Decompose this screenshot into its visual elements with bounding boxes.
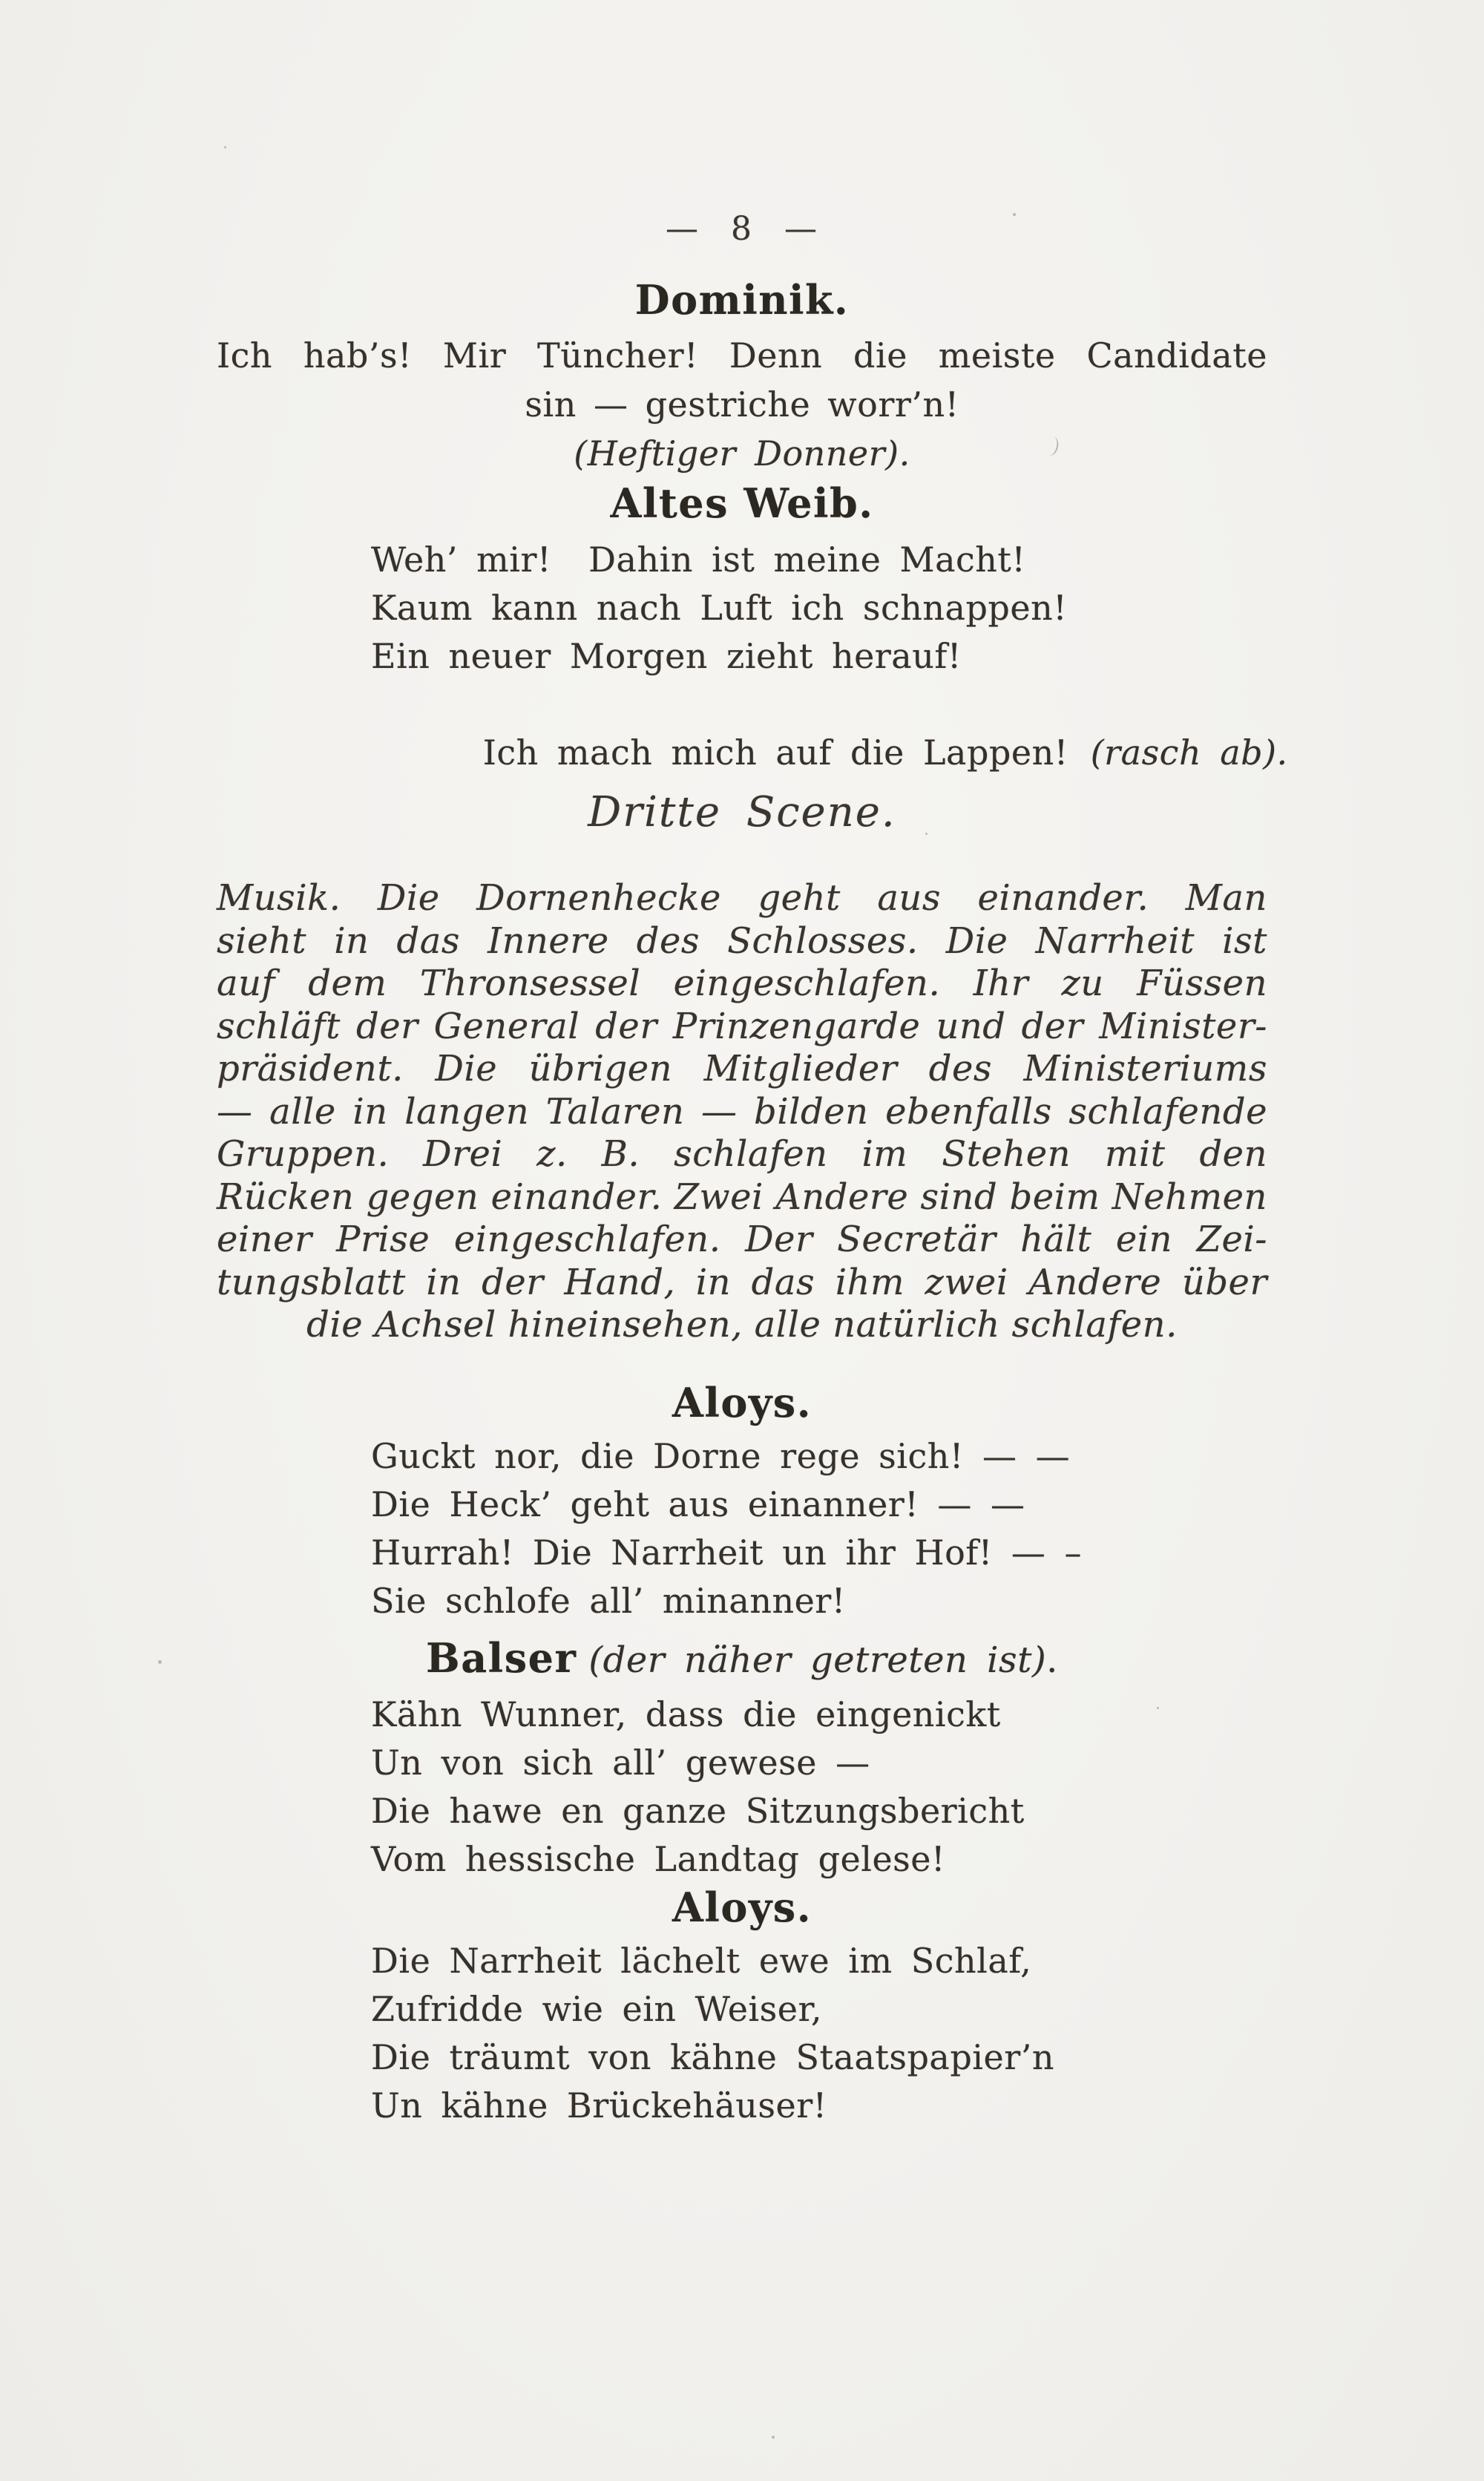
stage-direction-line: präsident. Die übrigen Mitglieder des Ministeriums (217, 1048, 1267, 1089)
speaker-heading-balser (0, 1634, 1484, 1682)
balser-verse (371, 1691, 1336, 1884)
balser-stage-direction: (der näher getreten ist) (588, 1639, 1047, 1681)
scan-speck (772, 2436, 775, 2439)
verse-line: Un kähne Brückehäuser! (371, 2085, 827, 2126)
verse-line: Kaum kann nach Luft ich schnappen! (371, 588, 1068, 628)
stage-direction-line: tungsblatt in der Hand, in das ihm zwei Andere über (217, 1261, 1267, 1303)
stage-direction-line: Musik. Die Dornenhecke geht aus einander. Man (217, 877, 1267, 919)
altes-weib-verse (371, 536, 1336, 825)
stage-directions-paragraph (217, 877, 1267, 1347)
stage-direction-line: einer Prise eingeschlafen. Der Secretär hält ein Zei- (217, 1219, 1267, 1260)
scan-speck (1157, 1707, 1159, 1709)
scan-speck (158, 1660, 162, 1664)
page-number: — 8 — (666, 210, 818, 248)
stage-direction-line: Gruppen. Drei z. B. schlafen im Stehen mit den (217, 1133, 1267, 1175)
aloys-first-verse (371, 1432, 1336, 1625)
verse-line: Guckt nor, die Dorne rege sich! — — (371, 1436, 1071, 1476)
verse-line: Ein neuer Morgen zieht herauf! (371, 636, 962, 676)
stage-direction-line: — alle in langen Talaren — bilden ebenfalls schlafende (217, 1090, 1267, 1133)
verse-line: Die Narrheit lächelt ewe im Schlaf, (371, 1941, 1032, 1981)
verse-line: Zufridde wie ein Weiser, (371, 1989, 823, 2029)
verse-line: Hurrah! Die Narrheit un ihr Hof! — – (371, 1533, 1083, 1573)
verse-line: Vom hessische Landtag gelese! (371, 1839, 945, 1879)
scan-speck (224, 146, 226, 148)
scene-heading: Dritte Scene. (588, 788, 896, 836)
aloys-second-verse (371, 1937, 1336, 2130)
verse-line: Un von sich all’ gewese — (371, 1743, 870, 1783)
stage-direction-line: schläft der General der Prinzengarde und der Minister- (217, 1005, 1267, 1047)
stage-direction-line: auf dem Thronsessel eingeschlafen. Ihr zu Füssen (217, 963, 1267, 1004)
dominik-speech-line-1: Ich hab’s! Mir Tüncher! Denn die meiste Candidate (217, 335, 1267, 376)
speaker-heading-aloys-2: Aloys. (672, 1884, 812, 1931)
verse-line: Die hawe en ganze Sitzungsbericht (371, 1791, 1025, 1831)
verse-line-text: Ich mach mich auf die Lappen! (482, 732, 1068, 773)
stage-direction-last-line: die Achsel hineinsehen, alle natürlich schlafen. (306, 1304, 1178, 1346)
scan-speck (1013, 213, 1016, 216)
balser-name: Balser (426, 1634, 577, 1682)
speaker-heading-aloys-1: Aloys. (672, 1379, 812, 1426)
verse-line: Weh’ mir! Dahin ist meine Macht! (371, 540, 1026, 580)
speaker-heading-dominik: Dominik. (634, 276, 850, 324)
stage-direction-inline: (rasch ab). (1090, 732, 1288, 773)
verse-line: Sie schlofe all’ minanner! (371, 1581, 846, 1621)
stage-note-heftiger-donner: (Heftiger Donner). (574, 433, 910, 473)
balser-punctuation: . (1046, 1639, 1058, 1681)
speaker-heading-altes-weib: Altes Weib. (610, 479, 874, 527)
verse-line: Kähn Wunner, dass die eingenickt (371, 1694, 1001, 1734)
stage-direction-line: Rücken gegen einander. Zwei Andere sind beim Nehmen (217, 1176, 1267, 1218)
dominik-speech-line-2: sin — gestriche worr’n! (525, 384, 959, 425)
verse-line: Die Heck’ geht aus einanner! — — (371, 1484, 1025, 1524)
scan-speck (925, 833, 928, 835)
verse-line: Die träumt von kähne Staatspapier’n (371, 2037, 1054, 2077)
stage-direction-line: sieht in das Innere des Schlosses. Die Narrheit ist (217, 920, 1267, 962)
